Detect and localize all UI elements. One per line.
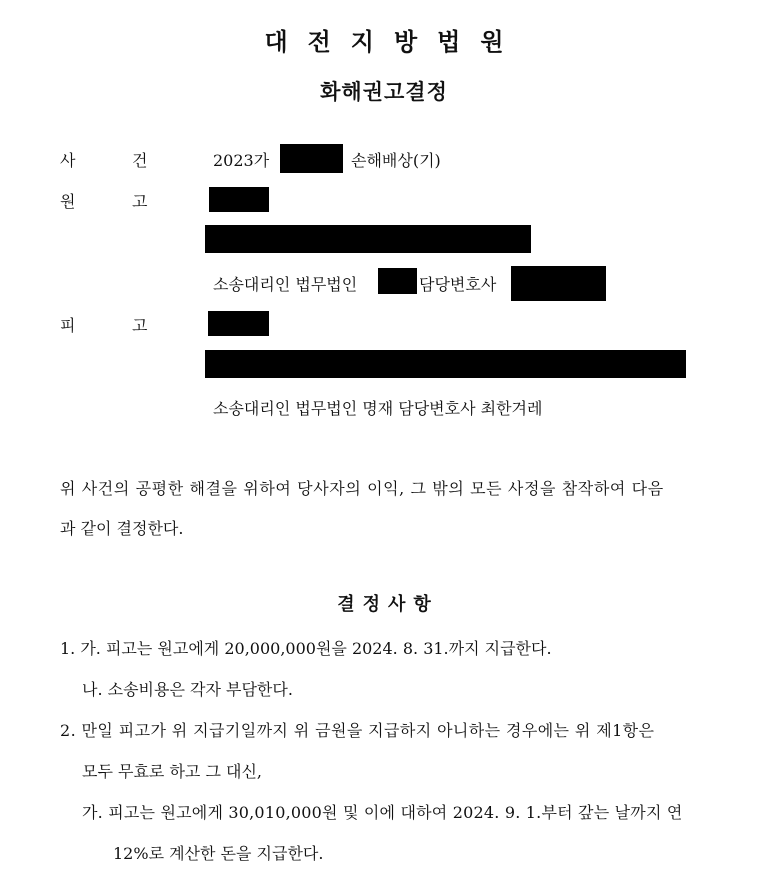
redaction-defendant-name — [208, 311, 269, 336]
decision-item-1b: 나. 소송비용은 각자 부담한다. — [82, 680, 293, 699]
plaintiff-counsel-prefix: 소송대리인 법무법인 — [213, 275, 358, 294]
court-name: 대전지방법원 — [264, 27, 524, 56]
intro-line-2: 과 같이 결정한다. — [60, 519, 184, 538]
document-title: 화해권고결정 — [320, 79, 448, 104]
case-name: 손해배상(기) — [351, 151, 441, 170]
decision-item-1a: 1. 가. 피고는 원고에게 20,000,000원을 2024. 8. 31.까지 지급한다. — [60, 639, 552, 658]
case-label-char-2: 건 — [132, 151, 148, 170]
redaction-plaintiff-lawfirm — [378, 268, 417, 294]
intro-line-1: 위 사건의 공평한 해결을 위하여 당사자의 이익, 그 밖의 모든 사정을 참작하여 다음 — [60, 479, 664, 498]
decision-heading: 결정사항 — [337, 594, 439, 615]
plaintiff-counsel-lawyer-label: 담당변호사 — [419, 275, 497, 294]
case-label-char-1: 사 — [60, 151, 76, 170]
redaction-case-number — [280, 144, 343, 173]
defendant-label-char-2: 고 — [132, 316, 148, 335]
redaction-plaintiff-lawyer — [511, 266, 606, 301]
plaintiff-label-char-2: 고 — [132, 192, 148, 211]
redaction-plaintiff-address — [205, 225, 531, 253]
decision-item-2a-line-2: 12%로 계산한 돈을 지급한다. — [113, 844, 324, 863]
defendant-label-char-1: 피 — [60, 316, 76, 335]
case-number-prefix: 2023가 — [213, 151, 270, 170]
decision-item-2-line-2: 모두 무효로 하고 그 대신, — [82, 762, 262, 781]
redaction-plaintiff-name — [209, 187, 269, 212]
defendant-counsel: 소송대리인 법무법인 명재 담당변호사 최한겨레 — [213, 399, 543, 418]
plaintiff-label-char-1: 원 — [60, 192, 76, 211]
redaction-defendant-address — [205, 350, 686, 378]
decision-item-2a-line-1: 가. 피고는 원고에게 30,010,000원 및 이에 대하여 2024. 9. 1.부터 갚는 날까지 연 — [82, 803, 683, 822]
decision-item-2-line-1: 2. 만일 피고가 위 지급기일까지 위 금원을 지급하지 아니하는 경우에는 위 제1항은 — [60, 721, 655, 740]
